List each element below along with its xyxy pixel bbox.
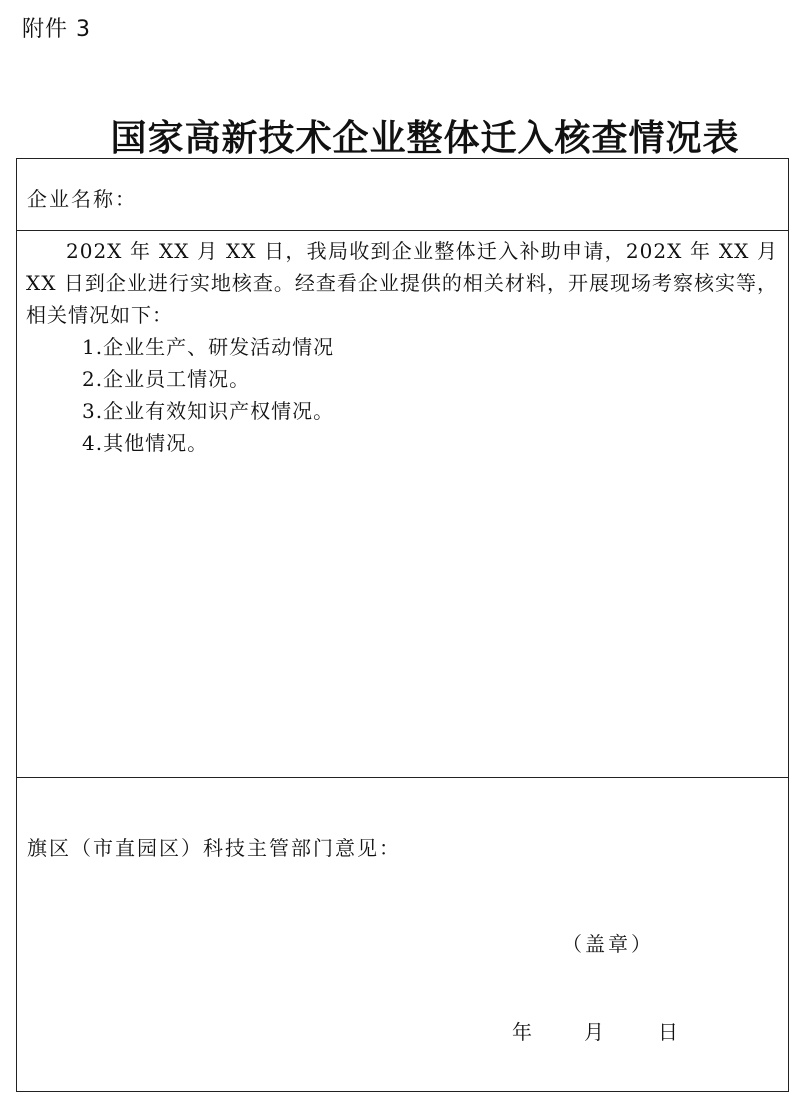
verification-details-row [17, 231, 788, 778]
verification-details-text [26, 235, 778, 459]
date-day-label: 日 [658, 1020, 678, 1044]
check-item-employees: 2.企业员工情况。 [82, 367, 251, 391]
date-month-label: 月 [584, 1020, 604, 1044]
verification-intro-paragraph: 202X 年 XX 月 XX 日，我局收到企业整体迁入补助申请，202X 年 XX 月 XX 日到企业进行实地核查。经查看企业提供的相关材料，开展现场考察核实等，相关情况如下： [26, 239, 778, 327]
check-item-production-rd: 1.企业生产、研发活动情况 [82, 335, 335, 359]
page-title: 国家高新技术企业整体迁入核查情况表 [110, 118, 740, 159]
attachment-label: 附件 3 [22, 17, 91, 42]
signature-date [512, 1016, 678, 1045]
enterprise-name-row [17, 159, 788, 231]
seal-label: （盖章） [562, 932, 654, 956]
check-item-intellectual-property: 3.企业有效知识产权情况。 [82, 399, 335, 423]
enterprise-name-label: 企业名称： [27, 187, 137, 211]
verification-form-table [16, 158, 789, 1092]
check-item-other: 4.其他情况。 [82, 431, 209, 455]
authority-opinion-label: 旗区（市直园区）科技主管部门意见： [27, 836, 401, 860]
authority-opinion-row [17, 778, 788, 1091]
date-year-label: 年 [512, 1020, 532, 1044]
